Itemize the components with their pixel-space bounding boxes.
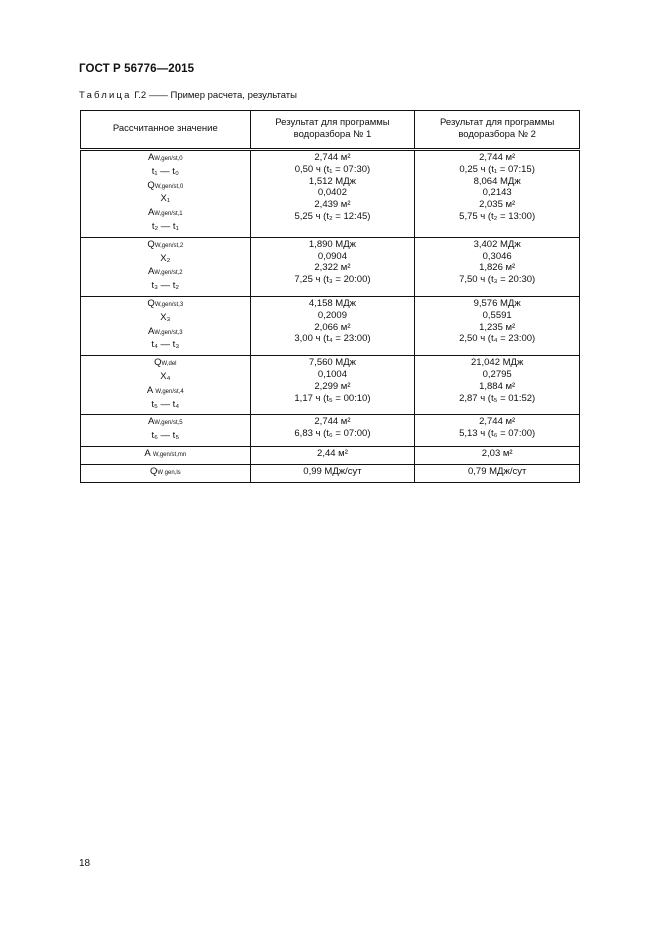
value-line: 2,322 м² — [314, 262, 351, 274]
value-line: 2,50 ч (t₄ = 23:00) — [459, 333, 536, 345]
document-header: ГОСТ Р 56776—2015 — [79, 63, 195, 75]
symbol: X₄ — [160, 370, 171, 382]
value-line: 7,25 ч (t₃ = 20:00) — [294, 274, 371, 286]
header-program-2: Результат для программы водоразбора № 2 — [415, 111, 580, 150]
symbol-subscript: W,gen/st,0 — [154, 183, 184, 190]
symbol: t₁ — t₀ — [151, 165, 179, 177]
value-line: 1,826 м² — [479, 262, 516, 274]
cell-symbols — [81, 237, 251, 296]
symbol: t₄ — t₃ — [151, 339, 180, 351]
value-line: 2,744 м² — [314, 152, 351, 163]
symbol-line — [83, 430, 248, 444]
value-line: 6,83 ч (t₆ = 07:00) — [294, 428, 371, 440]
symbol-subscript: W,gen/st,4 — [155, 388, 184, 395]
cell-program-1 — [250, 356, 415, 415]
table-row — [81, 464, 580, 482]
symbol: t₂ — t₁ — [151, 220, 179, 232]
symbol-line — [83, 221, 248, 235]
symbol-line — [83, 416, 248, 430]
symbol: Q — [154, 357, 162, 369]
cell-program-2 — [415, 446, 580, 464]
value-line: 0,2795 — [482, 368, 512, 380]
symbol-subscript: W,gen/st,3 — [154, 329, 183, 336]
value-line: 9,576 МДж — [473, 297, 521, 309]
symbol-subscript: W,gen/st,0 — [154, 156, 183, 162]
cell-symbols — [81, 356, 251, 415]
symbol: Q — [147, 297, 155, 309]
symbol: A — [147, 207, 155, 219]
symbol-line — [83, 466, 248, 480]
value-line: 21,042 МДж — [470, 357, 524, 369]
symbol: Q — [149, 465, 158, 477]
value-line: 3,00 ч (t₄ = 23:00) — [294, 333, 371, 345]
table-caption-number: Г.2 —— — [134, 90, 168, 101]
page-number: 18 — [79, 858, 91, 869]
symbol-line — [83, 448, 248, 462]
value-line: 1,890 МДж — [308, 238, 357, 250]
value-line: 0,2009 — [317, 309, 347, 321]
symbol-subscript: W,gen/st,3 — [154, 301, 184, 308]
symbol: A — [147, 152, 155, 163]
symbol-line — [83, 207, 248, 221]
symbol-line — [83, 357, 248, 371]
cell-symbols — [81, 415, 251, 447]
results-table — [80, 110, 580, 483]
value-line: 0,5591 — [482, 309, 512, 321]
table-row — [81, 356, 580, 415]
value-line: 0,1004 — [317, 368, 347, 380]
value-line: 2,744 м² — [479, 416, 516, 428]
value-line: 2,439 м² — [314, 199, 351, 211]
symbol-line — [83, 152, 248, 166]
value-line: 2,744 м² — [314, 416, 351, 428]
value-line: 4,158 МДж — [308, 297, 357, 309]
symbol-subscript: W,gen/st,5 — [154, 420, 183, 427]
cell-program-2 — [415, 464, 580, 482]
value-line: 0,0904 — [317, 250, 347, 262]
value-line: 1,884 м² — [479, 380, 516, 392]
cell-program-2 — [415, 237, 580, 296]
symbol: t₆ — t₅ — [151, 430, 180, 442]
value-line: 5,75 ч (t₂ = 13:00) — [459, 210, 536, 222]
cell-program-1 — [250, 150, 415, 238]
symbol: Q — [147, 179, 155, 191]
value-line: 2,87 ч (t₅ = 01:52) — [459, 392, 536, 404]
value-line: 2,44 м² — [317, 447, 348, 459]
symbol-line — [83, 385, 248, 399]
value-line: 5,13 ч (t₆ = 07:00) — [459, 428, 536, 440]
symbol-subscript: W,gen/st,2 — [154, 242, 184, 249]
cell-program-2 — [415, 150, 580, 238]
symbol-line — [83, 180, 248, 194]
value-line: 1,235 м² — [479, 321, 516, 333]
symbol-line — [83, 280, 248, 294]
cell-program-1 — [250, 415, 415, 447]
value-line: 7,50 ч (t₃ = 20:30) — [459, 274, 536, 286]
table-caption-text: Пример расчета, результаты — [170, 90, 297, 101]
symbol: A — [144, 447, 153, 459]
cell-program-1 — [250, 446, 415, 464]
value-line: 2,066 м² — [314, 321, 351, 333]
value-line: 2,03 м² — [481, 447, 513, 459]
table-row — [81, 150, 580, 238]
table-row — [81, 237, 580, 296]
cell-symbols — [81, 296, 251, 355]
symbol: X₁ — [160, 193, 171, 205]
cell-program-2 — [415, 415, 580, 447]
symbol-subscript: W,del — [161, 361, 177, 368]
symbol-subscript: W,gen/st,mn — [152, 451, 187, 458]
table-caption — [79, 90, 297, 101]
cell-symbols — [81, 464, 251, 482]
cell-symbols — [81, 150, 251, 238]
cell-program-1 — [250, 237, 415, 296]
cell-program-1 — [250, 296, 415, 355]
symbol-line — [83, 298, 248, 312]
symbol-line — [83, 371, 248, 385]
symbol: t₅ — t₄ — [151, 398, 180, 410]
value-line: 0,99 МДж/сут — [303, 465, 362, 477]
symbol-subscript: W,gen/st,1 — [154, 211, 183, 218]
value-line: 1,512 МДж — [308, 175, 357, 187]
value-line: 2,744 м² — [479, 152, 516, 163]
value-line: 0,3046 — [482, 250, 512, 262]
table-row — [81, 415, 580, 447]
symbol-line — [83, 166, 248, 180]
value-line: 0,2143 — [482, 187, 512, 199]
value-line: 1,17 ч (t₅ = 00:10) — [294, 392, 371, 404]
cell-program-1 — [250, 464, 415, 482]
table-caption-label: Таблица — [79, 90, 132, 101]
symbol: X₃ — [160, 311, 171, 323]
symbol: A — [146, 384, 156, 396]
value-line: 0,50 ч (t₁ = 07:30) — [294, 163, 371, 175]
symbol-line — [83, 253, 248, 267]
value-line: 2,035 м² — [479, 199, 516, 211]
table-row — [81, 296, 580, 355]
cell-symbols — [81, 446, 251, 464]
value-line: 2,299 м² — [314, 380, 351, 392]
header-calculated-value: Рассчитанное значение — [81, 111, 251, 150]
value-line: 0,79 МДж/сут — [467, 465, 527, 477]
cell-program-2 — [415, 296, 580, 355]
symbol: t₃ — t₂ — [151, 280, 180, 292]
symbol-line — [83, 326, 248, 340]
symbol: A — [147, 416, 155, 428]
symbol-subscript: W gen,ls — [157, 469, 181, 476]
table-row — [81, 446, 580, 464]
value-line: 5,25 ч (t₂ = 12:45) — [294, 210, 371, 222]
value-line: 7,560 МДж — [308, 357, 357, 369]
symbol-line — [83, 266, 248, 280]
symbol-line — [83, 239, 248, 253]
table-header-row — [81, 111, 580, 150]
value-line: 0,0402 — [317, 187, 347, 199]
symbol-line — [83, 399, 248, 413]
symbol-line — [83, 339, 248, 353]
symbol: A — [147, 266, 155, 278]
cell-program-2 — [415, 356, 580, 415]
symbol: Q — [147, 238, 155, 250]
symbol: A — [147, 325, 155, 337]
value-line: 3,402 МДж — [473, 238, 521, 250]
symbol: X₂ — [160, 252, 171, 264]
symbol-line — [83, 193, 248, 207]
value-line: 0,25 ч (t₁ = 07:15) — [459, 163, 535, 175]
symbol-subscript: W,gen/st,2 — [154, 270, 183, 277]
value-line: 8,064 МДж — [473, 175, 521, 187]
header-program-1: Результат для программы водоразбора № 1 — [250, 111, 415, 150]
symbol-line — [83, 312, 248, 326]
